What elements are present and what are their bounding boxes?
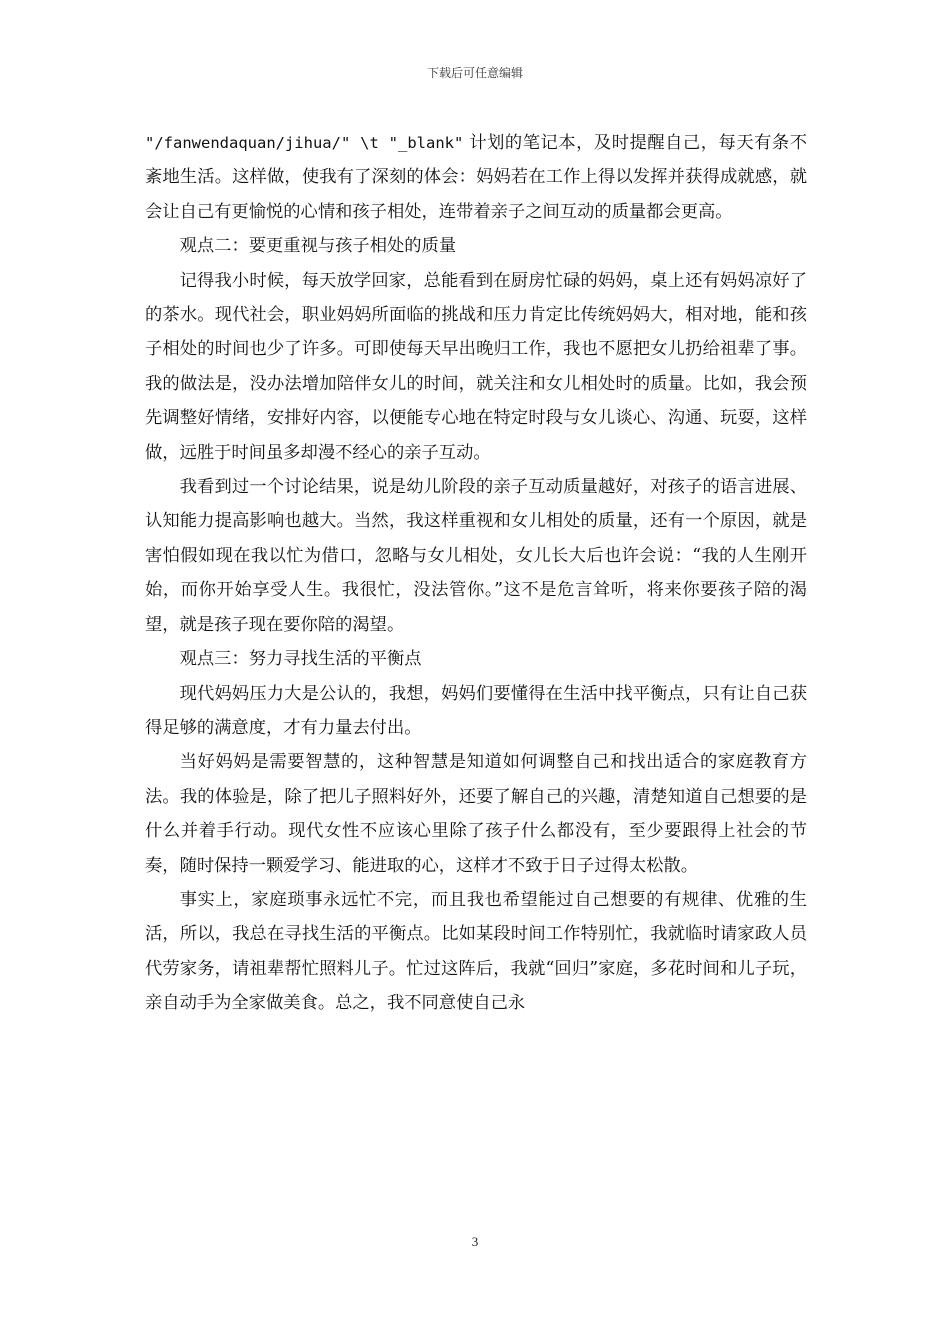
paragraph: 记得我小时候，每天放学回家，总能看到在厨房忙碌的妈妈，桌上还有妈妈凉好了的茶水。现代社会，职业妈妈所面临的挑战和压力肯定比传统妈妈大，相对地，能和孩子相处的时间也少了许多。可即使每天早出晚归工作，我也不愿把女儿扔给祖辈了事。我的做法是，没办法增加陪伴女儿的时间，就关注和女儿相处时的质量。比如，我会预先调整好情绪，安排好内容，以便能专心地在特定时段与女儿谈心、沟通、玩耍，这样做，远胜于时间虽多却漫不经心的亲子互动。 <box>145 270 807 463</box>
section-heading-viewpoint-3: 观点三：努力寻找生活的平衡点 <box>179 649 422 670</box>
paragraph: 现代妈妈压力大是公认的，我想，妈妈们要懂得在生活中找平衡点，只有让自己获得足够的满意度，才有力量去付出。 <box>145 683 807 738</box>
page-number: 3 <box>471 1234 479 1249</box>
paragraph: 我看到过一个讨论结果，说是幼儿阶段的亲子互动质量越好，对孩子的语言进展、认知能力提高影响也越大。当然，我这样重视和女儿相处的质量，还有一个原因，就是害怕假如现在我以忙为借口，忽略与女儿相处，女儿长大后也许会说：“我的人生刚开始，而你开始享受人生。我很忙，没法管你。”这不是危言耸听，将来你要孩子陪的渴望，就是孩子现在要你陪的渴望。 <box>145 477 807 635</box>
paragraph: 事实上，家庭琐事永远忙不完，而且我也希望能过自己想要的有规律、优雅的生活，所以，我总在寻找生活的平衡点。比如某段时间工作特别忙，我就临时请家政人员代劳家务，请祖辈帮忙照料儿子。忙过这阵后，我就“回归”家庭，多花时间和儿子玩，亲自动手为全家做美食。总之，我不同意使自己永 <box>145 889 807 1014</box>
paragraph-continuation <box>145 126 807 229</box>
section-heading-viewpoint-2: 观点二：要更重视与孩子相处的质量 <box>179 236 457 257</box>
document-body <box>145 126 807 1021</box>
paragraph-text: 计划的笔记本，及时提醒自己，每天有条不紊地生活。这样做，使我有了深刻的体会：妈妈若在工作上得以发挥并获得成就感，就会让自己有更愉悦的心情和孩子相处，连带着亲子之间互动的质量都会更高。 <box>145 133 808 222</box>
paragraph: 当好妈妈是需要智慧的，这种智慧是知道如何调整自己和找出适合的家庭教育方法。我的体验是，除了把儿子照料好外，还要了解自己的兴趣，清楚知道自己想要的是什么并着手行动。现代女性不应该心里除了孩子什么都没有，至少要跟得上社会的节奏，随时保持一颗爱学习、能进取的心，这样才不致于日子过得太松散。 <box>145 752 807 876</box>
page-header: 下载后可任意编辑 <box>426 66 523 80</box>
hyperlink-field-code: "/fanwendaquan/jihua/" \t "_blank" <box>145 134 464 152</box>
